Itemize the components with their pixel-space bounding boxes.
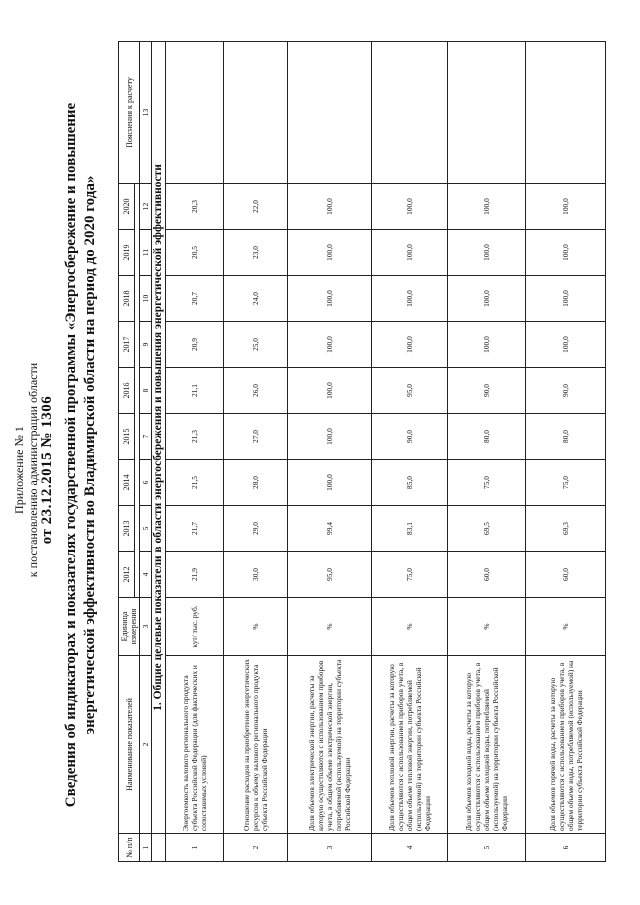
- header-year: 2016: [119, 368, 135, 414]
- year-value: 100,0: [372, 184, 448, 230]
- indicator-name: Энергоемкость валового регионального продукта субъекта Российской Федерации (для фактических и сопоставимых условий): [166, 656, 224, 834]
- note: [526, 42, 606, 184]
- year-value: 75,0: [448, 460, 526, 506]
- year-value: 21,1: [166, 368, 224, 414]
- header-year: 2020: [119, 184, 135, 230]
- note: [372, 42, 448, 184]
- indicator-name: Доля объемов электрической энергии, расчеты за которую осуществляются с использованием приборов учета, в общем объеме электрической энергии, потребляемой (используемой) на территории субъекта Российской Федерации: [288, 656, 372, 834]
- note: [224, 42, 288, 184]
- column-number-row: [140, 42, 152, 862]
- year-value: 75,0: [372, 552, 448, 598]
- table-row: [448, 42, 526, 862]
- col-number: 13: [140, 42, 152, 184]
- row-number: 4: [372, 834, 448, 862]
- year-value: 100,0: [372, 322, 448, 368]
- header-unit: Единица измерения: [119, 598, 140, 656]
- year-value: 100,0: [288, 414, 372, 460]
- year-value: 100,0: [448, 230, 526, 276]
- appendix-number: Приложение № 1: [12, 426, 26, 514]
- col-number: 3: [140, 598, 152, 656]
- year-value: 20,3: [166, 184, 224, 230]
- table-row: [288, 42, 372, 862]
- year-value: 100,0: [288, 184, 372, 230]
- year-value: 23,0: [224, 230, 288, 276]
- row-number: 5: [448, 834, 526, 862]
- resolution-reference: к постановлению администрации области: [26, 362, 40, 578]
- col-number: 9: [140, 322, 152, 368]
- header-name: Наименование показателей: [119, 656, 140, 834]
- appendix-header: [12, 340, 54, 600]
- section-row: [152, 42, 166, 862]
- row-number: 6: [526, 834, 606, 862]
- year-value: 21,5: [166, 460, 224, 506]
- col-number: 5: [140, 506, 152, 552]
- header-year: 2015: [119, 414, 135, 460]
- unit: %: [448, 598, 526, 656]
- col-number: 2: [140, 656, 152, 834]
- row-number: 3: [288, 834, 372, 862]
- year-value: 95,0: [372, 368, 448, 414]
- year-value: 29,0: [224, 506, 288, 552]
- col-number: 4: [140, 552, 152, 598]
- year-value: 100,0: [448, 184, 526, 230]
- year-value: 100,0: [288, 230, 372, 276]
- indicator-name: Доля объемов холодной воды, расчеты за которую осуществляются с использованием приборов учета, в общем объеме холодной воды, потребляемой (используемой) на территории субъекта Российской Федерации: [448, 656, 526, 834]
- year-value: 20,9: [166, 322, 224, 368]
- year-value: 100,0: [288, 460, 372, 506]
- unit: %: [288, 598, 372, 656]
- year-value: 90,0: [448, 368, 526, 414]
- header-year: 2014: [119, 460, 135, 506]
- year-value: 100,0: [288, 368, 372, 414]
- year-value: 21,7: [166, 506, 224, 552]
- year-value: 69,5: [448, 506, 526, 552]
- year-value: 100,0: [526, 322, 606, 368]
- note: [448, 42, 526, 184]
- year-value: 90,0: [372, 414, 448, 460]
- note: [166, 42, 224, 184]
- header-year: 2012: [119, 552, 135, 598]
- year-value: 83,1: [372, 506, 448, 552]
- year-value: 75,0: [526, 460, 606, 506]
- year-value: 28,0: [224, 460, 288, 506]
- indicator-name: Доля объемов горячей воды, расчеты за которую осуществляются с использованием приборов учета, в общем объеме воды, потребляемой (используемой) на территории субъекта Российской Федерации: [526, 656, 606, 834]
- resolution-date-number: от 23.12.2015 № 1306: [39, 395, 55, 545]
- year-value: 22,0: [224, 184, 288, 230]
- year-value: 21,9: [166, 552, 224, 598]
- year-value: 80,0: [448, 414, 526, 460]
- note: [288, 42, 372, 184]
- year-value: 100,0: [526, 184, 606, 230]
- year-value: 100,0: [448, 322, 526, 368]
- header-year: 2013: [119, 506, 135, 552]
- table-row: [526, 42, 606, 862]
- year-value: 100,0: [448, 276, 526, 322]
- unit: кут/ тыс. руб.: [166, 598, 224, 656]
- col-number: 8: [140, 368, 152, 414]
- year-value: 100,0: [526, 230, 606, 276]
- col-number: 11: [140, 230, 152, 276]
- table-row: [224, 42, 288, 862]
- year-value: 100,0: [526, 276, 606, 322]
- table-row: [372, 42, 448, 862]
- indicators-table: [118, 41, 606, 862]
- year-value: 24,0: [224, 276, 288, 322]
- year-value: 30,0: [224, 552, 288, 598]
- indicator-name: Доля объемов тепловой энергии, расчеты за которую осуществляются с использованием приборов учета, в общем объеме тепловой энергии, потребляемой (используемой) на территории субъекта Российской Федерации: [372, 656, 448, 834]
- col-number: 10: [140, 276, 152, 322]
- indicator-name: Отношение расходов на приобретение энергетических ресурсов к объему валового регионального продукта субъекта Российской Федерации: [224, 656, 288, 834]
- header-year: 2017: [119, 322, 135, 368]
- year-value: 100,0: [372, 276, 448, 322]
- year-value: 85,0: [372, 460, 448, 506]
- year-value: 60,0: [448, 552, 526, 598]
- year-value: 25,0: [224, 322, 288, 368]
- year-value: 21,3: [166, 414, 224, 460]
- year-value: 20,5: [166, 230, 224, 276]
- row-number: 1: [166, 834, 224, 862]
- header-row: [119, 42, 135, 862]
- col-number: 6: [140, 460, 152, 506]
- year-value: 60,0: [526, 552, 606, 598]
- section-empty-cell: [152, 834, 166, 862]
- unit: %: [526, 598, 606, 656]
- section-title: 1. Общие целевые показатели в области энергосбережения и повышения энергетической эффективности: [152, 42, 166, 834]
- year-value: 100,0: [372, 230, 448, 276]
- header-num: № п/п: [119, 834, 140, 862]
- header-year: 2019: [119, 230, 135, 276]
- header-year: 2018: [119, 276, 135, 322]
- year-value: 20,7: [166, 276, 224, 322]
- year-value: 80,0: [526, 414, 606, 460]
- year-value: 90,0: [526, 368, 606, 414]
- year-value: 100,0: [288, 276, 372, 322]
- year-value: 95,0: [288, 552, 372, 598]
- year-value: 26,0: [224, 368, 288, 414]
- col-number: 1: [140, 834, 152, 862]
- document-title: Сведения об индикаторах и показателях государственной программы «Энергосбережение и повышение энергетической эффективности во Владимирской области на период до 2020 года»: [63, 102, 98, 808]
- col-number: 12: [140, 184, 152, 230]
- unit: %: [372, 598, 448, 656]
- unit: %: [224, 598, 288, 656]
- table-row: [166, 42, 224, 862]
- year-value: 69,3: [526, 506, 606, 552]
- col-number: 7: [140, 414, 152, 460]
- year-value: 100,0: [288, 322, 372, 368]
- header-notes: Пояснения к расчету: [119, 42, 140, 184]
- row-number: 2: [224, 834, 288, 862]
- year-value: 27,0: [224, 414, 288, 460]
- year-value: 99,4: [288, 506, 372, 552]
